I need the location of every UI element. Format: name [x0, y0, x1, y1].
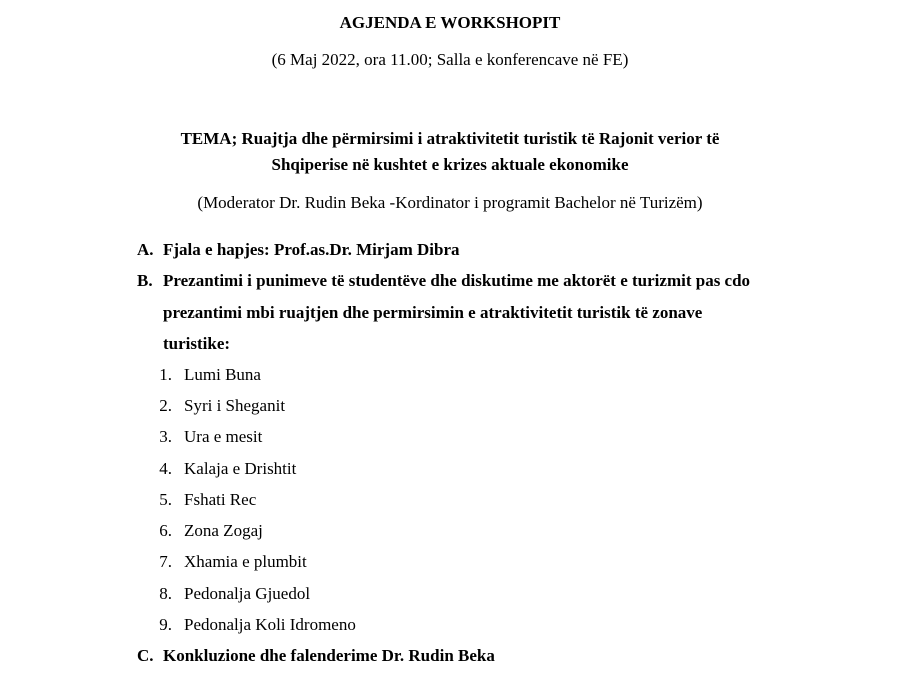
section-b-text-line-2: prezantimi mbi ruajtjen dhe permirsimin e atraktivitetit turistik të zonave	[163, 303, 703, 322]
section-b-marker: B.	[137, 271, 153, 290]
list-item-name: Pedonalja Gjuedol	[184, 584, 311, 603]
list-item-number: 8.	[159, 584, 172, 603]
section-a-text: Fjala e hapjes: Prof.as.Dr. Mirjam Dibra	[163, 240, 460, 259]
list-item-name: Fshati Rec	[184, 490, 257, 509]
list-item-number: 1.	[159, 365, 172, 384]
list-item-number: 9.	[159, 615, 172, 634]
list-item-number: 6.	[159, 521, 172, 540]
list-item-number: 5.	[159, 490, 172, 509]
list-item-name: Xhamia e plumbit	[184, 552, 307, 571]
section-b-text-line-1: Prezantimi i punimeve të studentëve dhe diskutime me aktorët e turizmit pas cdo	[163, 271, 751, 290]
list-item-number: 7.	[159, 552, 172, 571]
section-a-marker: A.	[137, 240, 154, 259]
list-item-number: 4.	[159, 459, 172, 478]
agenda-title: AGJENDA E WORKSHOPIT	[339, 13, 561, 32]
moderator-line: (Moderator Dr. Rudin Beka -Kordinator i programit Bachelor në Turizëm)	[197, 193, 703, 212]
list-item-name: Pedonalja Koli Idromeno	[184, 615, 356, 634]
section-c-text: Konkluzione dhe falenderime Dr. Rudin Beka	[163, 646, 495, 665]
section-b-text-line-3: turistike:	[163, 334, 231, 353]
list-item-name: Zona Zogaj	[184, 521, 263, 540]
theme-line-1: TEMA; Ruajtja dhe përmirsimi i atraktivitetit turistik të Rajonit verior të	[180, 129, 720, 148]
list-item-name: Syri i Sheganit	[184, 396, 286, 415]
section-c-marker: C.	[137, 646, 154, 665]
agenda-subtitle: (6 Maj 2022, ora 11.00; Salla e konferencave në FE)	[271, 50, 629, 69]
list-item-name: Kalaja e Drishtit	[184, 459, 297, 478]
list-item-number: 3.	[159, 427, 172, 446]
list-item-number: 2.	[159, 396, 172, 415]
list-item-name: Lumi Buna	[184, 365, 261, 384]
theme-line-2: Shqiperise në kushtet e krizes aktuale ekonomike	[271, 155, 629, 174]
list-item-name: Ura e mesit	[184, 427, 263, 446]
